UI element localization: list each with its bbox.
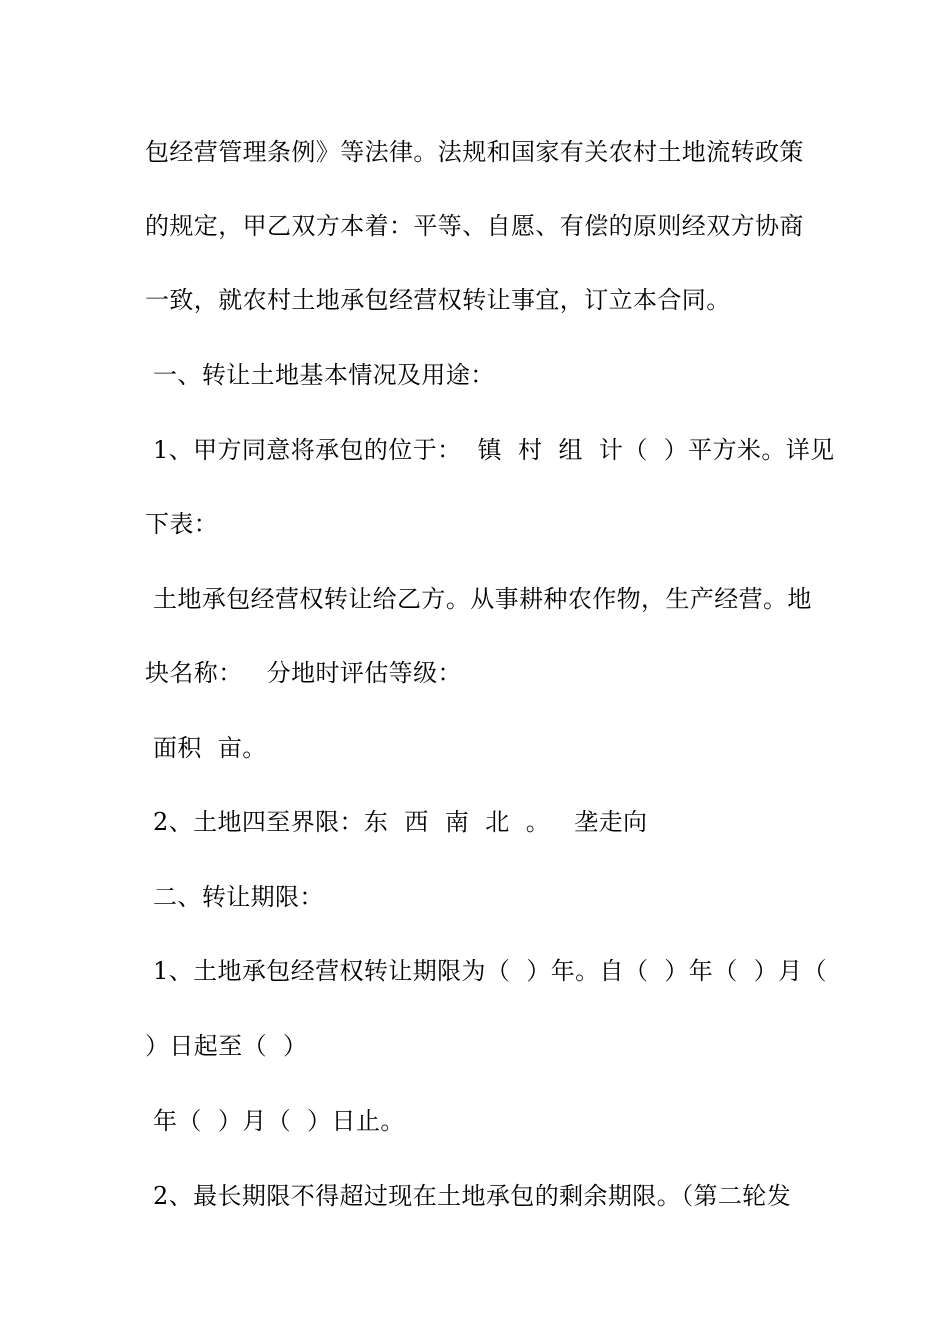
text-line: 包经营管理条例》等法律。法规和国家有关农村土地流转政策: [145, 138, 804, 166]
text-line: 1、甲方同意将承包的位于： 镇 村 组 计（ ）平方米。详见: [145, 436, 835, 464]
text-line: 年（ ）月（ ）日止。: [145, 1107, 405, 1135]
section-heading-1: 一、转让土地基本情况及用途：: [145, 361, 495, 389]
text-line: 一致，就农村土地承包经营权转让事宜，订立本合同。: [145, 286, 731, 314]
text-line: 2、土地四至界限：东 西 南 北 。 垄走向: [145, 808, 648, 836]
text-line: 下表：: [145, 510, 219, 538]
text-line: ）日起至（ ）: [145, 1032, 308, 1060]
text-line: 土地承包经营权转让给乙方。从事耕种农作物，生产经营。地: [145, 585, 812, 613]
text-line: 的规定，甲乙双方本着：平等、自愿、有偿的原则经双方协商: [145, 212, 804, 240]
text-line: 面积 亩。: [145, 734, 267, 762]
text-line: 1、土地承包经营权转让期限为（ ）年。自（ ）年（ ）月（: [145, 957, 827, 985]
text-line: 块名称： 分地时评估等级：: [145, 659, 462, 687]
section-heading-2: 二、转让期限：: [145, 883, 324, 911]
text-line: 2、最长期限不得超过现在土地承包的剩余期限。（第二轮发: [145, 1182, 792, 1210]
